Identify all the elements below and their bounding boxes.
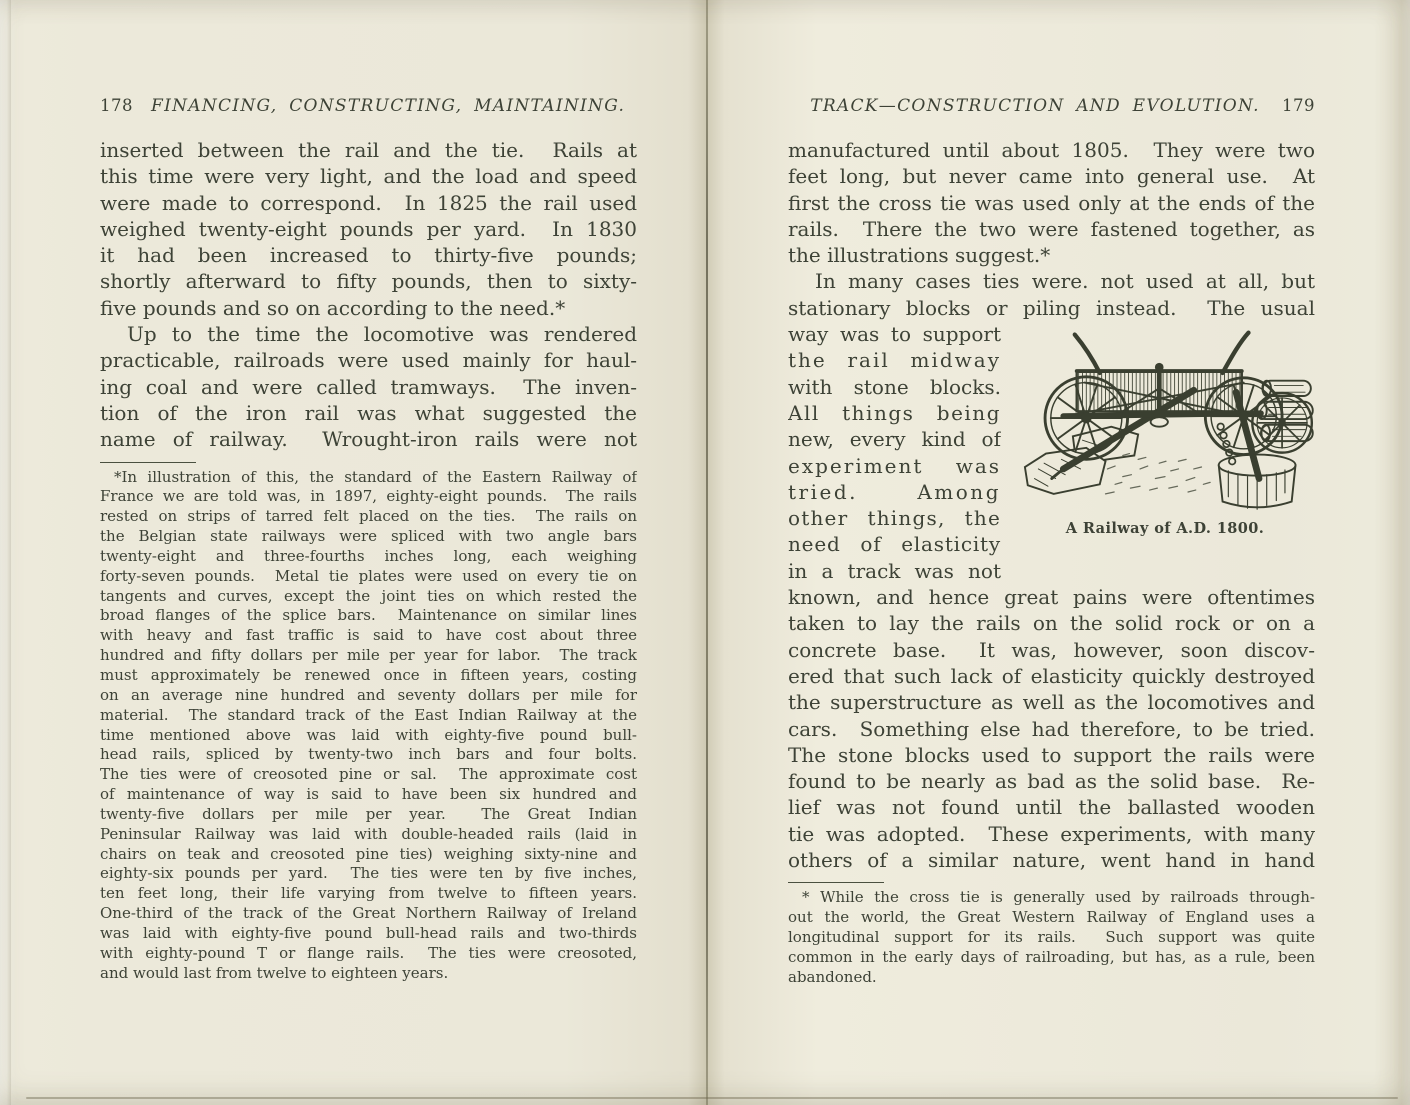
text-line: of maintenance of way is said to have been six hundred and bbox=[100, 785, 637, 804]
text-line: The ties were of creosoted pine or sal. The approximate cost bbox=[100, 765, 637, 784]
text-line: twenty-five dollars per mile per year. The Great Indian bbox=[100, 804, 637, 823]
text-line: out the world, the Great Western Railway of England uses a bbox=[788, 908, 1315, 927]
running-title-left: FINANCING, CONSTRUCTING, MAINTAINING. bbox=[151, 96, 626, 116]
text-line: rested on strips of tarred felt placed on the ties. The rails on bbox=[100, 507, 637, 526]
text-line: forty-seven pounds. Metal tie plates were used on every tie on bbox=[100, 566, 637, 585]
text-line: ing coal and were called tramways. The inven- bbox=[100, 374, 637, 399]
running-title-right: TRACK—CONSTRUCTION AND EVOLUTION. bbox=[810, 96, 1260, 116]
running-head-left bbox=[100, 96, 637, 116]
text-line: this time were very light, and the load and speed bbox=[100, 164, 637, 189]
text-line: on an average nine hundred and seventy dollars per mile for bbox=[100, 685, 637, 704]
text-line: twenty-eight and three-fourths inches long, each weighing bbox=[100, 546, 637, 565]
text-line: broad flanges of the splice bars. Maintenance on similar lines bbox=[100, 606, 637, 625]
text-line: shortly afterward to fifty pounds, then to sixty- bbox=[100, 269, 637, 294]
text-line: weighed twenty-eight pounds per yard. In 1830 bbox=[100, 216, 637, 241]
text-line: tie was adopted. These experiments, with many bbox=[788, 821, 1315, 846]
text-line: five pounds and so on according to the need.* bbox=[100, 295, 566, 320]
text-line: the illustrations suggest.* bbox=[788, 243, 1051, 268]
text-line: the Belgian state railways were spliced with two angle bars bbox=[100, 527, 637, 546]
text-line: it had been increased to thirty-five pounds; bbox=[100, 243, 637, 268]
running-head-right bbox=[788, 96, 1315, 116]
text-line: longitudinal support for its rails. Such support was quite bbox=[788, 928, 1315, 946]
left-page bbox=[100, 96, 637, 984]
right-footnote bbox=[788, 888, 1315, 987]
text-line: found to be nearly as bad as the solid base. Re- bbox=[788, 769, 1315, 794]
text-line: hundred and fifty dollars per mile per year for labor. The track bbox=[100, 646, 637, 665]
text-line: with eighty-pound T or flange rails. The ties were creosoted, bbox=[100, 943, 637, 962]
text-line: and would last from twelve to eighteen years. bbox=[100, 963, 449, 982]
text-line: cars. Something else had therefore, to be tried. bbox=[788, 716, 1315, 741]
page-number-left: 178 bbox=[100, 96, 133, 115]
footnote-rule-left bbox=[100, 462, 196, 463]
text-line: common in the early days of railroading, but has, as a rule, been bbox=[788, 947, 1315, 966]
text-line: material. The standard track of the East Indian Railway at the bbox=[100, 705, 637, 724]
text-line: * While the cross tie is generally used by railroads through- bbox=[802, 888, 1315, 907]
page-edge-left bbox=[0, 0, 11, 1105]
text-line: way was to support bbox=[788, 322, 1001, 347]
text-line: need of elasticity bbox=[788, 532, 1001, 557]
text-line: concrete base. It was, however, soon discov- bbox=[788, 637, 1315, 662]
text-line: others of a similar nature, went hand in hand bbox=[788, 848, 1315, 873]
text-line: must approximately be renewed once in fifteen years, costing bbox=[100, 666, 637, 684]
text-line: Up to the time the locomotive was rendered bbox=[127, 322, 637, 347]
right-body-top bbox=[788, 137, 1315, 321]
text-line: in a track was not bbox=[788, 558, 1001, 583]
text-line: ten feet long, their life varying from twelve to fifteen years. bbox=[100, 884, 637, 903]
text-line: manufactured until about 1805. They were two bbox=[788, 138, 1315, 162]
text-line: were made to correspond. In 1825 the rail used bbox=[100, 190, 637, 215]
text-line: One-third of the track of the Great Northern Railway of Ireland bbox=[100, 904, 637, 923]
text-line: experiment was bbox=[788, 453, 1001, 478]
text-line: known, and hence great pains were oftentimes bbox=[788, 585, 1315, 610]
text-line: *In illustration of this, the standard of the Eastern Railway of bbox=[114, 467, 637, 486]
text-line: eighty-six pounds per yard. The ties were ten by five inches, bbox=[100, 864, 637, 883]
text-line: other things, the bbox=[788, 506, 1001, 531]
text-line: tangents and curves, except the joint ties on which rested the bbox=[100, 586, 637, 605]
railway-engraving-illustration bbox=[1015, 325, 1315, 515]
right-body-text bbox=[788, 137, 1315, 873]
page-bottom-edge bbox=[26, 1097, 1398, 1099]
book-gutter-fold bbox=[706, 0, 708, 1105]
text-line: tion of the iron rail was what suggested the bbox=[100, 400, 637, 425]
figure bbox=[1015, 325, 1315, 537]
text-line: abandoned. bbox=[788, 967, 877, 986]
text-line: tried. Among bbox=[788, 479, 1001, 504]
text-line: The stone blocks used to support the rails were bbox=[788, 742, 1315, 767]
text-line: Peninsular Railway was laid with double-headed rails (laid in bbox=[100, 824, 637, 843]
text-line: feet long, but never came into general use. At bbox=[788, 164, 1315, 189]
text-line: the rail midway bbox=[788, 348, 1001, 373]
figure-caption: A Railway of A.D. 1800. bbox=[1065, 520, 1265, 538]
left-body-text bbox=[100, 137, 637, 453]
text-line: lief was not found until the ballasted wooden bbox=[788, 795, 1315, 820]
text-line: chairs on teak and creosoted pine ties) weighing sixty-nine and bbox=[100, 844, 637, 863]
text-line: taken to lay the rails on the solid rock or on a bbox=[788, 611, 1315, 636]
footnote-rule-right bbox=[788, 882, 884, 883]
text-line: with heavy and fast traffic is said to have cost about three bbox=[100, 626, 637, 645]
text-line: France we are told was, in 1897, eighty-eight pounds. The rails bbox=[100, 487, 637, 506]
right-page bbox=[788, 96, 1315, 988]
text-line: ered that such lack of elasticity quickly destroyed bbox=[788, 663, 1315, 688]
text-line: In many cases ties were. not used at all, but bbox=[815, 269, 1315, 294]
text-line: was laid with eighty-five pound bull-head rails and two-thirds bbox=[100, 923, 637, 942]
figure-text-wrap bbox=[788, 321, 1315, 584]
text-line: with stone blocks. bbox=[788, 374, 1001, 399]
text-line: inserted between the rail and the tie. Rails at bbox=[100, 138, 637, 162]
text-line: time mentioned above was laid with eighty-five pound bull- bbox=[100, 725, 637, 744]
text-line: practicable, railroads were used mainly for haul- bbox=[100, 348, 637, 373]
left-footnote bbox=[100, 468, 637, 984]
text-line: the superstructure as well as the locomotives and bbox=[788, 690, 1315, 715]
text-line: All things being bbox=[788, 400, 1001, 425]
text-line: new, every kind of bbox=[788, 427, 1001, 452]
text-line: first the cross tie was used only at the ends of the bbox=[788, 190, 1315, 215]
page-number-right: 179 bbox=[1282, 96, 1315, 115]
text-line: stationary blocks or piling instead. The usual bbox=[788, 295, 1315, 320]
text-line: head rails, spliced by twenty-two inch bars and four bolts. bbox=[100, 745, 637, 764]
right-body-bottom bbox=[788, 584, 1315, 873]
text-line: name of railway. Wrought-iron rails were not bbox=[100, 427, 637, 452]
text-line: rails. There the two were fastened together, as bbox=[788, 216, 1315, 241]
